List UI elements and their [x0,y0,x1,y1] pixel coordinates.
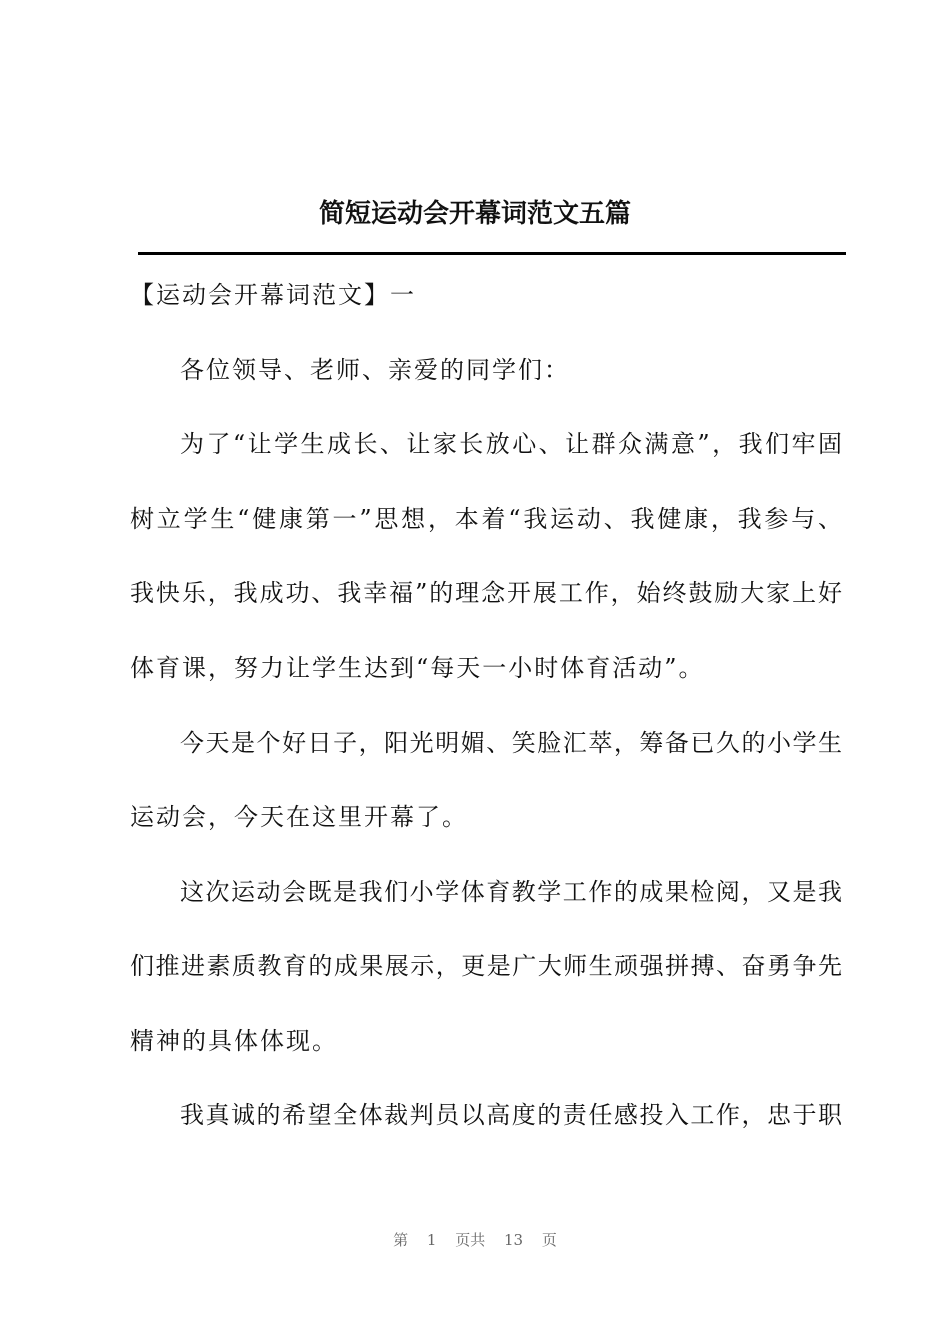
salutation-line: 各位领导、老师、亲爱的同学们： [180,356,570,384]
section-heading: 【运动会开幕词范文】一 [130,281,416,309]
paragraph-line: 树立学生“健康第一”思想，本着“我运动、我健康，我参与、 [130,505,842,533]
paragraph-line: 们推进素质教育的成果展示，更是广大师生顽强拼搏、奋勇争先 [130,952,842,980]
paragraph-line: 我快乐，我成功、我幸福”的理念开展工作，始终鼓励大家上好 [130,579,842,607]
document-title: 简短运动会开幕词范文五篇 [318,199,631,229]
paragraph-line: 运动会，今天在这里开幕了。 [130,803,468,831]
paragraph-line: 精神的具体体现。 [130,1027,338,1055]
paragraph-line: 为了“让学生成长、让家长放心、让群众满意”，我们牢固 [180,430,842,458]
paragraph-line: 体育课，努力让学生达到“每天一小时体育活动”。 [130,654,705,682]
page-footer: 第 1 页共 13 页 [393,1231,557,1249]
paragraph-line: 我真诚的希望全体裁判员以高度的责任感投入工作，忠于职 [180,1101,842,1129]
paragraph-line: 这次运动会既是我们小学体育教学工作的成果检阅，又是我 [180,878,842,906]
title-divider [138,252,846,255]
paragraph-line: 今天是个好日子，阳光明媚、笑脸汇萃，筹备已久的小学生 [180,729,842,757]
